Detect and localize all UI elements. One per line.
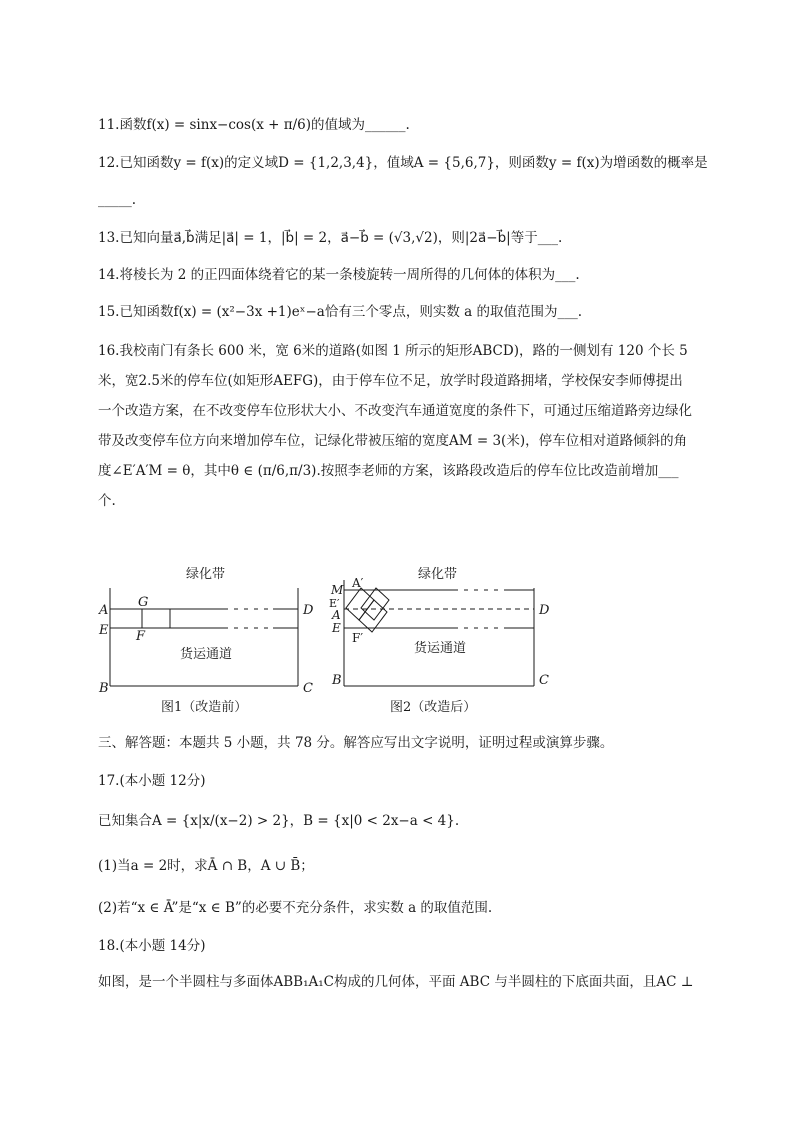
fig2-label-D: D bbox=[539, 603, 550, 618]
question-12-line2: _____. bbox=[98, 192, 137, 208]
figure-svg bbox=[98, 560, 558, 720]
question-18-stem: 如图，是一个半圆柱与多面体ABB₁A₁C构成的几何体，平面 ABC 与半圆柱的下底面共面，且AC ⊥ bbox=[98, 974, 694, 990]
question-16: 16.我校南门有条长 600 米，宽 6米的道路(如图 1 所示的矩形ABCD)，路的一侧划有 120 个长 5 米，宽2.5米的停车位(如矩形AEFG)，由于停车位不足，放学时段道路拥堵，学校保安李师傅提出一个改造方案，在不改变停车位形状大小、不改变汽车通道宽度的条件下，可通过压缩道路旁边绿化带及改变停车位方向来增加停车位，记绿化带被压缩的宽度AM = 3(米)，停车位相对道路倾斜的角度∠E′A′M = θ，其中θ ∈ (π/6,π/3).按照李老师的方案，该路段改造后的停车位比改造前增加___个. bbox=[98, 343, 692, 509]
fig1-green-belt: 绿化带 bbox=[186, 567, 226, 582]
figure-2 bbox=[344, 580, 534, 686]
fig2-stall-1 bbox=[346, 588, 374, 620]
question-17-part2: (2)若“x ∈ Ā”是“x ∈ B”的必要不充分条件，求实数 a 的取值范围. bbox=[98, 900, 493, 916]
question-14: 14.将棱长为 2 的正四面体绕着它的某一条棱旋转一周所得的几何体的体积为___. bbox=[98, 267, 580, 283]
question-12-line1: 12.已知函数y = f(x)的定义域D = {1,2,3,4}，值域A = {5,6,7}，则函数y = f(x)为增函数的概率是 bbox=[98, 155, 708, 171]
fig1-caption: 图1（改造前） bbox=[161, 700, 248, 715]
fig1-label-C: C bbox=[303, 681, 313, 696]
figure-parking bbox=[98, 560, 558, 720]
fig2-label-E1: E′ bbox=[329, 597, 340, 610]
fig1-label-B: B bbox=[99, 681, 109, 696]
question-17-stem: 已知集合A = {x|x/(x−2) > 2}，B = {x|0 < 2x−a < 4}. bbox=[98, 813, 460, 829]
question-11: 11.函数f(x) = sinx−cos(x + π/6)的值域为______. bbox=[98, 117, 410, 133]
fig1-label-D: D bbox=[303, 603, 314, 618]
fig2-label-A: A bbox=[332, 608, 341, 622]
fig2-label-B: B bbox=[332, 673, 342, 688]
question-18-header: 18.(本小题 14分) bbox=[98, 938, 206, 954]
fig1-label-F: F bbox=[136, 629, 146, 644]
question-13: 13.已知向量a⃗,b⃗满足|a⃗| = 1，|b⃗| = 2，a⃗−b⃗ = (√3,√2)，则|2a⃗−b⃗|等于___. bbox=[98, 230, 563, 246]
fig1-label-A: A bbox=[99, 603, 109, 618]
question-17-part1: (1)当a = 2时，求Ā ∩ B，A ∪ B̄； bbox=[98, 858, 314, 874]
question-17-header: 17.(本小题 12分) bbox=[98, 773, 206, 789]
question-15: 15.已知函数f(x) = (x²−3x +1)eˣ−a恰有三个零点，则实数 a 的取值范围为___. bbox=[98, 304, 583, 320]
fig2-label-A1: A′ bbox=[352, 576, 364, 590]
fig2-label-F1: F′ bbox=[352, 631, 364, 645]
fig2-green-belt: 绿化带 bbox=[418, 567, 458, 582]
fig2-label-M: M bbox=[331, 583, 344, 597]
fig2-channel: 货运通道 bbox=[414, 641, 467, 656]
fig1-label-G: G bbox=[138, 595, 149, 610]
fig2-label-E: E bbox=[332, 621, 341, 635]
section-3-heading: 三、解答题：本题共 5 小题，共 78 分。解答应写出文字说明，证明过程或演算步骤。 bbox=[98, 735, 614, 751]
fig1-label-E: E bbox=[99, 623, 109, 638]
fig2-caption: 图2（改造后） bbox=[390, 700, 477, 715]
fig1-channel: 货运通道 bbox=[180, 647, 233, 662]
fig2-label-C: C bbox=[539, 673, 549, 688]
